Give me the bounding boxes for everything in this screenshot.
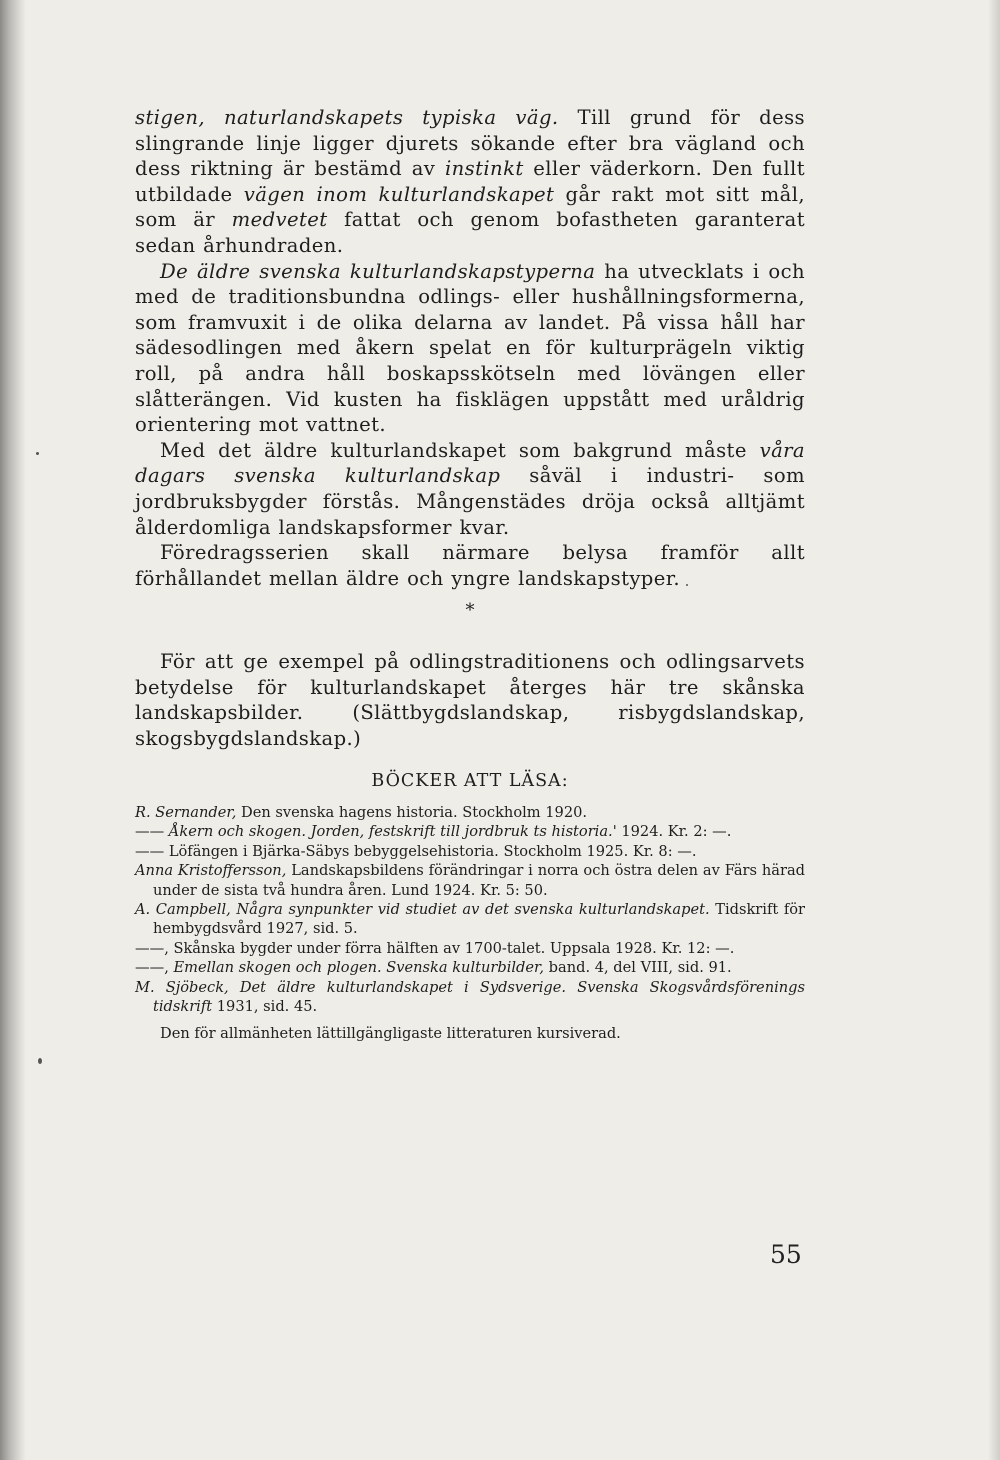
bib-dash: ——,	[135, 959, 169, 977]
bib-entry	[135, 842, 805, 861]
bib-dash: ——	[135, 823, 165, 841]
bib-text: 1931, sid. 45.	[212, 998, 318, 1016]
bib-dash: ——	[135, 842, 165, 860]
paragraph-4: Föredragsserien skall närmare belysa framför allt förhållandet mellan äldre och yngre landskapstyper.	[135, 541, 805, 590]
intro-text	[135, 649, 805, 751]
bib-entry	[135, 900, 805, 939]
bib-entry	[135, 822, 805, 841]
p1-text-c: går rakt mot sitt mål, som är	[135, 182, 805, 232]
paragraph-5: För att ge exempel på odlingstraditionens och odlingsarvets betydelse för kulturlandskapet återges här tre skånska landskapsbilder. (Slättbygdslandskap, risbygdslandskap, skogsbygdslandskap.)	[135, 650, 805, 750]
bibliography	[135, 803, 805, 1044]
bib-text: Löfängen i Bjärka-Säbys bebyggelsehistoria. Stockholm 1925. Kr. 8: —.	[164, 842, 697, 860]
page-gutter-shadow	[0, 0, 26, 1460]
bib-italic: M. Sjöbeck, Det äldre kulturlandskapet i Sydsverige. Svenska Skogsvårdsförenings tidskrift	[135, 978, 805, 1016]
reading-list-heading: BÖCKER ATT LÄSA:	[371, 771, 569, 791]
p1-italic-lead: stigen, naturlandskapets typiska väg.	[135, 106, 559, 129]
section-separator: *	[465, 600, 475, 621]
bib-text: ——, Skånska bygder under förra hälften av 1700-talet. Uppsala 1928. Kr. 12: —.	[135, 939, 735, 957]
bib-text: Tidskrift för hembygdsvård 1927, sid. 5.	[153, 901, 805, 938]
bib-entry	[135, 978, 805, 1017]
p1-italic-b: instinkt	[444, 157, 524, 181]
paragraph-1	[135, 105, 805, 259]
bib-author: Anna Kristoffersson,	[135, 862, 287, 880]
p2-italic-lead: De äldre svenska kulturlandskapstyperna	[160, 259, 596, 283]
bib-author: R. Sernander,	[135, 804, 237, 821]
p1-italic-c: vägen inom kulturlandskapet	[243, 182, 555, 206]
print-speck	[686, 584, 688, 586]
p1-text-d: fattat och genom bofastheten garanterat sedan århundraden.	[135, 208, 805, 257]
bib-text: Den svenska hagens historia. Stockholm 1920.	[236, 804, 588, 821]
p3-italic: våra dagars svenska kulturlandskap	[135, 438, 805, 488]
bib-italic: Emellan skogen och plogen. Svenska kulturbilder,	[168, 959, 545, 977]
page-edge-shadow	[988, 0, 1000, 1460]
bib-entry	[135, 803, 805, 822]
bib-note: Den för allmänheten lättillgängligaste litteraturen kursiverad.	[160, 1025, 621, 1043]
bib-text: Landskapsbildens förändringar i norra och östra delen av Färs härad under de sista två hundra åren. Lund 1924. Kr. 5: 50.	[153, 862, 805, 899]
main-text	[135, 105, 805, 591]
p1-italic-d: medvetet	[231, 208, 328, 232]
p3-text-b: såväl i industri- som jordbruksbygder förstås. Mångenstädes dröja också alltjämt ålderdomliga landskapsformer kvar.	[135, 464, 805, 539]
bib-entry	[135, 958, 805, 977]
bib-entry	[135, 939, 805, 958]
bib-entry	[135, 861, 805, 900]
p1-text-b: eller väderkorn. Den fullt utbildade	[135, 157, 805, 206]
print-speck	[36, 452, 39, 455]
bib-italic: A. Campbell, Några synpunkter vid studiet av det svenska kulturlandskapet.	[135, 901, 710, 919]
bib-text: band. 4, del VIII, sid. 91.	[544, 959, 732, 977]
bib-text: ' 1924. Kr. 2: —.	[612, 823, 732, 841]
p1-text-a: Till grund för dess slingrande linje ligger djurets sökande efter bra vägland och dess riktning är bestämd av	[135, 106, 805, 181]
paragraph-3	[135, 438, 805, 540]
print-speck	[38, 1058, 42, 1064]
paragraph-2	[135, 259, 805, 438]
page-number: 55	[770, 1240, 802, 1269]
p2-text: ha utvecklats i och med de traditionsbundna odlings- eller hushållningsformerna, som framvuxit i de olika delarna av landet. På vissa håll har sädesodlingen med åkern spelat en för kulturprägeln viktig roll, på andra håll boskapsskötseln med lövängen eller slåtterängen. Vid kusten ha fisklägen uppstått med uråldrig orientering mot vattnet.	[135, 259, 805, 437]
p3-text-a: Med det äldre kulturlandskapet som bakgrund måste	[160, 438, 760, 462]
bib-italic: Åkern och skogen. Jorden, festskrift till jordbruk ts historia.	[168, 823, 613, 841]
